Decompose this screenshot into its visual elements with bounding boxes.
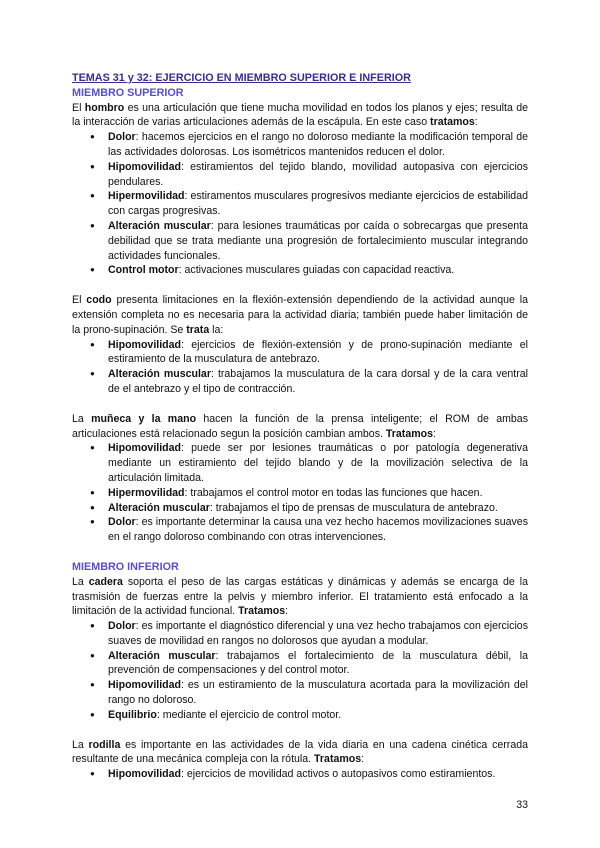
page-title: TEMAS 31 y 32: EJERCICIO EN MIEMBRO SUPERIOR E INFERIOR bbox=[72, 72, 411, 84]
page-number: 33 bbox=[516, 799, 528, 811]
list-item: ● Dolor: es importante determinar la causa una vez hecho hacemos movilizaciones suaves en el rango doloroso combinando con otras intervenciones. bbox=[108, 515, 528, 545]
list-hip bbox=[72, 619, 528, 723]
document-page bbox=[72, 71, 528, 782]
list-item: ● Dolor: hacemos ejercicios en el rango no doloroso mediante la modificación temporal de las actividades dolorosas. Los isométricos mantenidos reducen el dolor. bbox=[108, 130, 528, 160]
paragraph-hip: La cadera soporta el peso de las cargas estáticas y dinámicas y además se encarga de la trasmisión de fuerzas entre la pelvis y miembro inferior. El tratamiento está enfocado a la limitación de la actividad funcional. Tratamos: bbox=[72, 575, 528, 618]
list-item: ● Equilibrio: mediante el ejercicio de control motor. bbox=[108, 708, 528, 723]
list-item: ● Alteración muscular: trabajamos la musculatura de la cara dorsal y de la cara ventral de el antebrazo y el tipo de contracción. bbox=[108, 367, 528, 397]
list-knee bbox=[72, 767, 528, 782]
section-heading-lower: MIEMBRO INFERIOR bbox=[72, 560, 179, 573]
list-elbow bbox=[72, 338, 528, 397]
list-item: ● Hipomovilidad: estiramientos del tejido blando, movilidad autopasiva con ejercicios pendulares. bbox=[108, 160, 528, 190]
list-item: ● Hipomovilidad: ejercicios de movilidad activos o autopasivos como estiramientos. bbox=[108, 767, 528, 782]
list-item: ● Hipomovilidad: es un estiramiento de la musculatura acortada para la movilización del rango no doloroso. bbox=[108, 678, 528, 708]
list-item: ● Hipomovilidad: ejercicios de flexión-extensión y de prono-supinación mediante el estiramiento de la musculatura de antebrazo. bbox=[108, 338, 528, 368]
list-item: ● Dolor: es importante el diagnóstico diferencial y una vez hecho trabajamos con ejercicios suaves de movilidad en rangos no dolorosos que ayudan a modular. bbox=[108, 619, 528, 649]
paragraph-shoulder: El hombro es una articulación que tiene mucha movilidad en todos los planos y ejes; resulta de la interacción de varias articulaciones además de la escápula. En este caso tratamos: bbox=[72, 101, 528, 129]
paragraph-elbow: El codo presenta limitaciones en la flexión-extensión dependiendo de la actividad aunque la extensión completa no es necesaria para la actividad diaria; también puede haber limitación de la prono-supinación. Se trata la: bbox=[72, 294, 528, 336]
list-shoulder bbox=[72, 130, 528, 278]
paragraph-knee: La rodilla es importante en las actividades de la vida diaria en una cadena cinética cerrada resultante de una mecánica compleja con la rótula. Tratamos: bbox=[72, 738, 528, 766]
list-item: ● Hipermovilidad: trabajamos el control motor en todas las funciones que hacen. bbox=[108, 486, 528, 501]
list-item: ● Hipomovilidad: puede ser por lesiones traumáticas o por patología degenerativa mediante un estiramiento del tejido blando y de la movilización selectiva de la articulación limitada. bbox=[108, 441, 528, 485]
list-item: ● Control motor: activaciones musculares guiadas con capacidad reactiva. bbox=[108, 263, 528, 278]
paragraph-wrist: La muñeca y la mano hacen la función de la prensa inteligente; el ROM de ambas articulaciones está relacionado segun la posición cambian ambos. Tratamos: bbox=[72, 412, 528, 440]
list-item: ● Alteración muscular: trabajamos el fortalecimiento de la musculatura débil, la prevención de compensaciones y del control motor. bbox=[108, 649, 528, 679]
list-item: ● Alteración muscular: para lesiones traumáticas por caída o sobrecargas que presenta debilidad que se trata mediante una progresión de fortalecimiento muscular integrando actividades funcionales. bbox=[108, 219, 528, 263]
section-heading-upper: MIEMBRO SUPERIOR bbox=[72, 86, 184, 99]
list-wrist bbox=[72, 441, 528, 545]
list-item: ● Hipermovilidad: estiramentos musculares progresivos mediante ejercicios de estabilidad con cargas progresivas. bbox=[108, 189, 528, 219]
list-item: ● Alteración muscular: trabajamos el tipo de prensas de musculatura de antebrazo. bbox=[108, 501, 528, 516]
